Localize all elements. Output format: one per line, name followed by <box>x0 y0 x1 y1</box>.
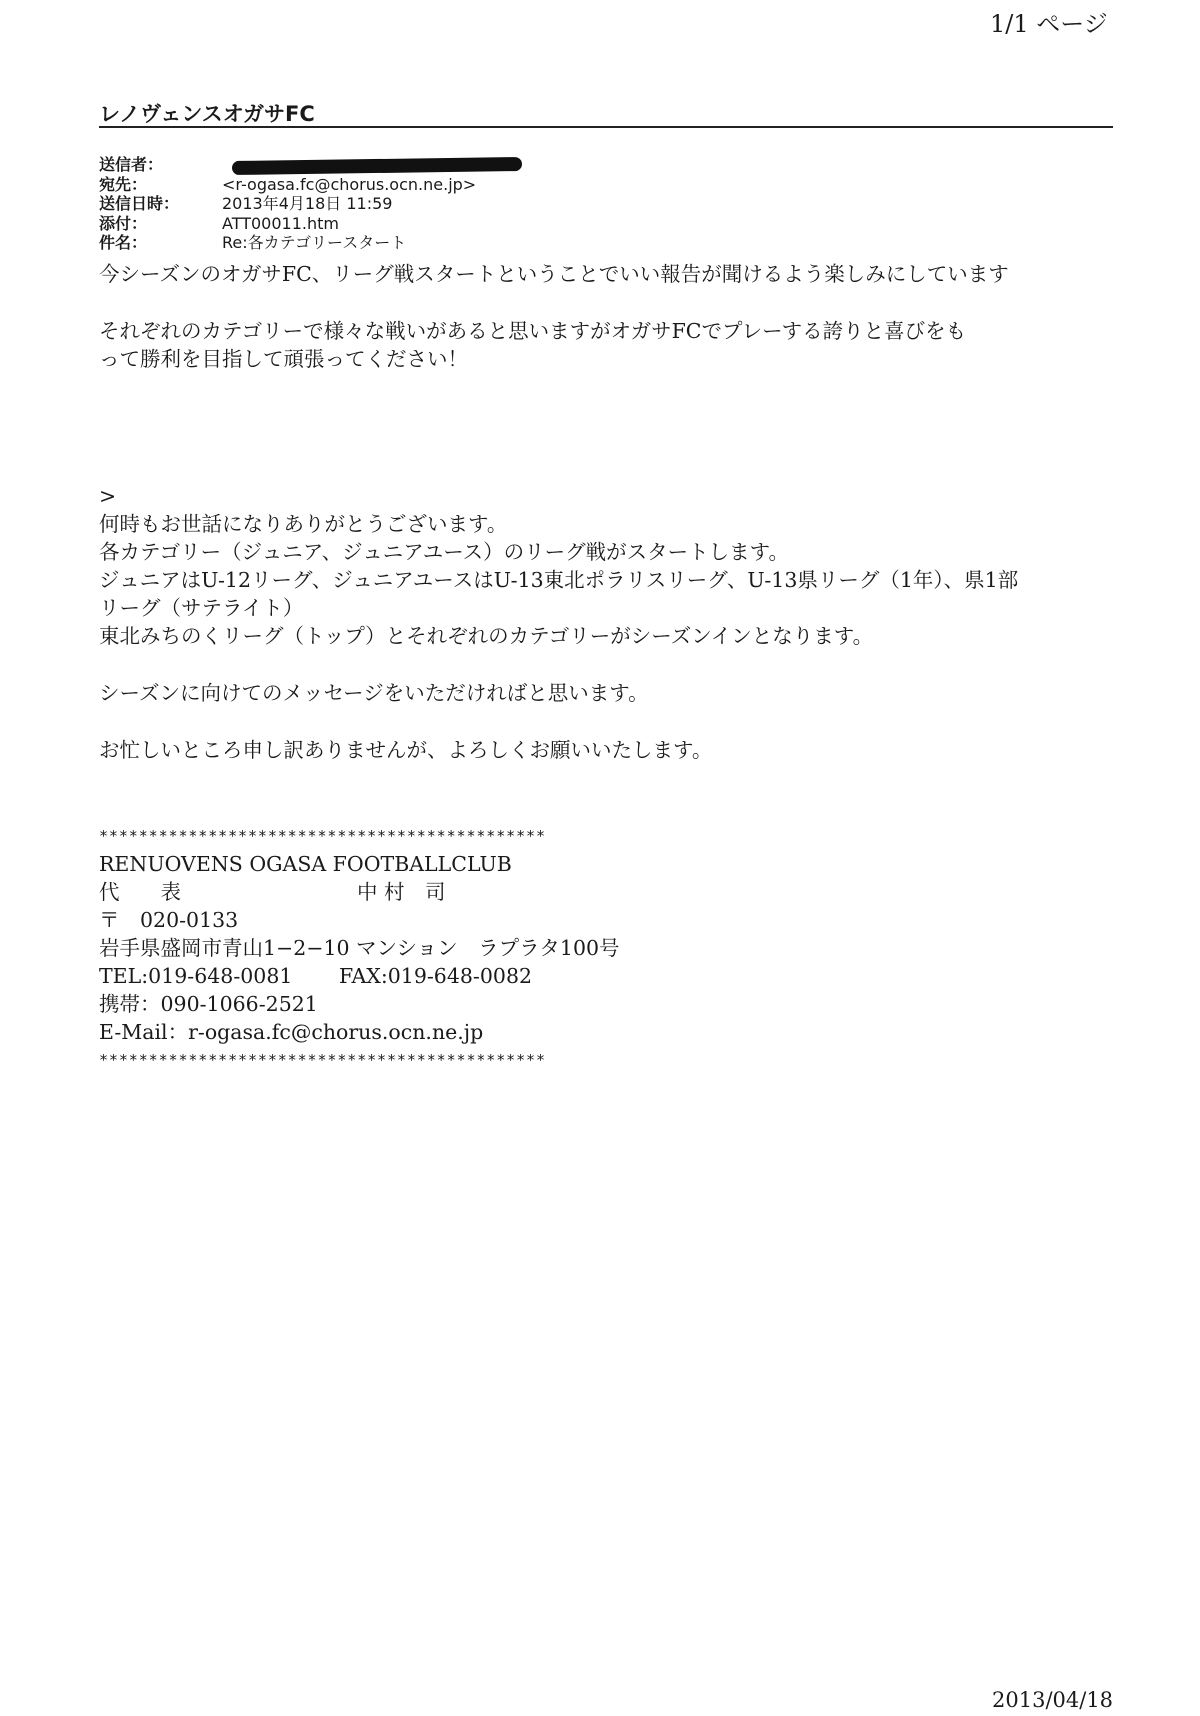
signature-representative <box>99 878 620 906</box>
quoted-line-5: 東北みちのくリーグ（トップ）とそれぞれのカテゴリーがシーズンインとなります。 <box>99 624 874 648</box>
header-value-attachment: ATT00011.htm <box>222 213 339 233</box>
header-row-attachment <box>99 214 522 234</box>
signature-block <box>99 822 620 1074</box>
quoted-line-4: リーグ（サテライト） <box>99 596 304 620</box>
header-label-from: 送信者： <box>99 155 164 174</box>
header-row-to <box>99 175 522 195</box>
header-row-subject <box>99 233 522 253</box>
header-row-sent <box>99 194 522 214</box>
quoted-line-1: 何時もお世話になりありがとうございます。 <box>99 512 508 536</box>
header-value-sent: 2013年4月18日 11:59 <box>222 194 393 213</box>
quoted-line-3: ジュニアはU-12リーグ、ジュニアユースはU-13東北ポラリスリーグ、U-13県リーグ（1年）、県1部 <box>99 568 1019 592</box>
quoted-line-2: 各カテゴリー（ジュニア、ジュニアユース）のリーグ戦がスタートします。 <box>99 540 790 564</box>
reply-line-3: って勝利を目指して頑張ってください！ <box>99 347 468 371</box>
reply-line-2: それぞれのカテゴリーで様々な戦いがあると思いますがオガサFCでプレーする誇りと喜びをも <box>99 319 967 343</box>
header-value-subject: Re:各カテゴリースタート <box>222 233 407 252</box>
header-label-subject: 件名： <box>99 233 148 252</box>
title-rule <box>99 126 1113 128</box>
header-row-from <box>99 155 522 175</box>
signature-divider-top: ********************************************* <box>99 827 546 845</box>
footer-print-date: 2013/04/18 <box>992 1688 1114 1712</box>
signature-phone-fax <box>99 962 620 990</box>
reply-line-1: 今シーズンのオガサFC、リーグ戦スタートということでいい報告が聞けるよう楽しみにしています <box>99 262 1009 286</box>
signature-rep-label: 代 表 <box>99 880 181 904</box>
quoted-line-7: お忙しいところ申し訳ありませんが、よろしくお願いいたします。 <box>99 738 713 762</box>
signature-email: E-Mail：r-ogasa.fc@chorus.ocn.ne.jp <box>99 1020 484 1044</box>
signature-rep-name: 中 村 司 <box>357 880 446 904</box>
signature-mobile: 携帯：090-1066-2521 <box>99 992 318 1016</box>
quoted-line-6: シーズンに向けてのメッセージをいただければと思います。 <box>99 681 649 705</box>
signature-postal: 〒 020-0133 <box>99 908 239 932</box>
document-title: レノヴェンスオガサFC <box>99 102 315 126</box>
signature-fax: FAX:019-648-0082 <box>339 964 533 988</box>
signature-address: 岩手県盛岡市青山1−2−10 マンション ラプラタ100号 <box>99 936 620 960</box>
header-label-to: 宛先： <box>99 174 148 194</box>
quote-marker: > <box>99 484 117 508</box>
header-value-to: <r-ogasa.fc@chorus.ocn.ne.jp> <box>222 174 477 194</box>
header-label-attachment: 添付： <box>99 213 148 233</box>
signature-divider-bottom: ********************************************* <box>99 1051 546 1069</box>
page-indicator: 1/1 ページ <box>990 10 1108 38</box>
signature-tel: TEL:019-648-0081 <box>99 964 293 988</box>
email-headers <box>99 155 522 253</box>
header-label-sent: 送信日時： <box>99 194 180 213</box>
signature-org: RENUOVENS OGASA FOOTBALLCLUB <box>99 852 512 876</box>
redaction-mark <box>232 157 522 175</box>
